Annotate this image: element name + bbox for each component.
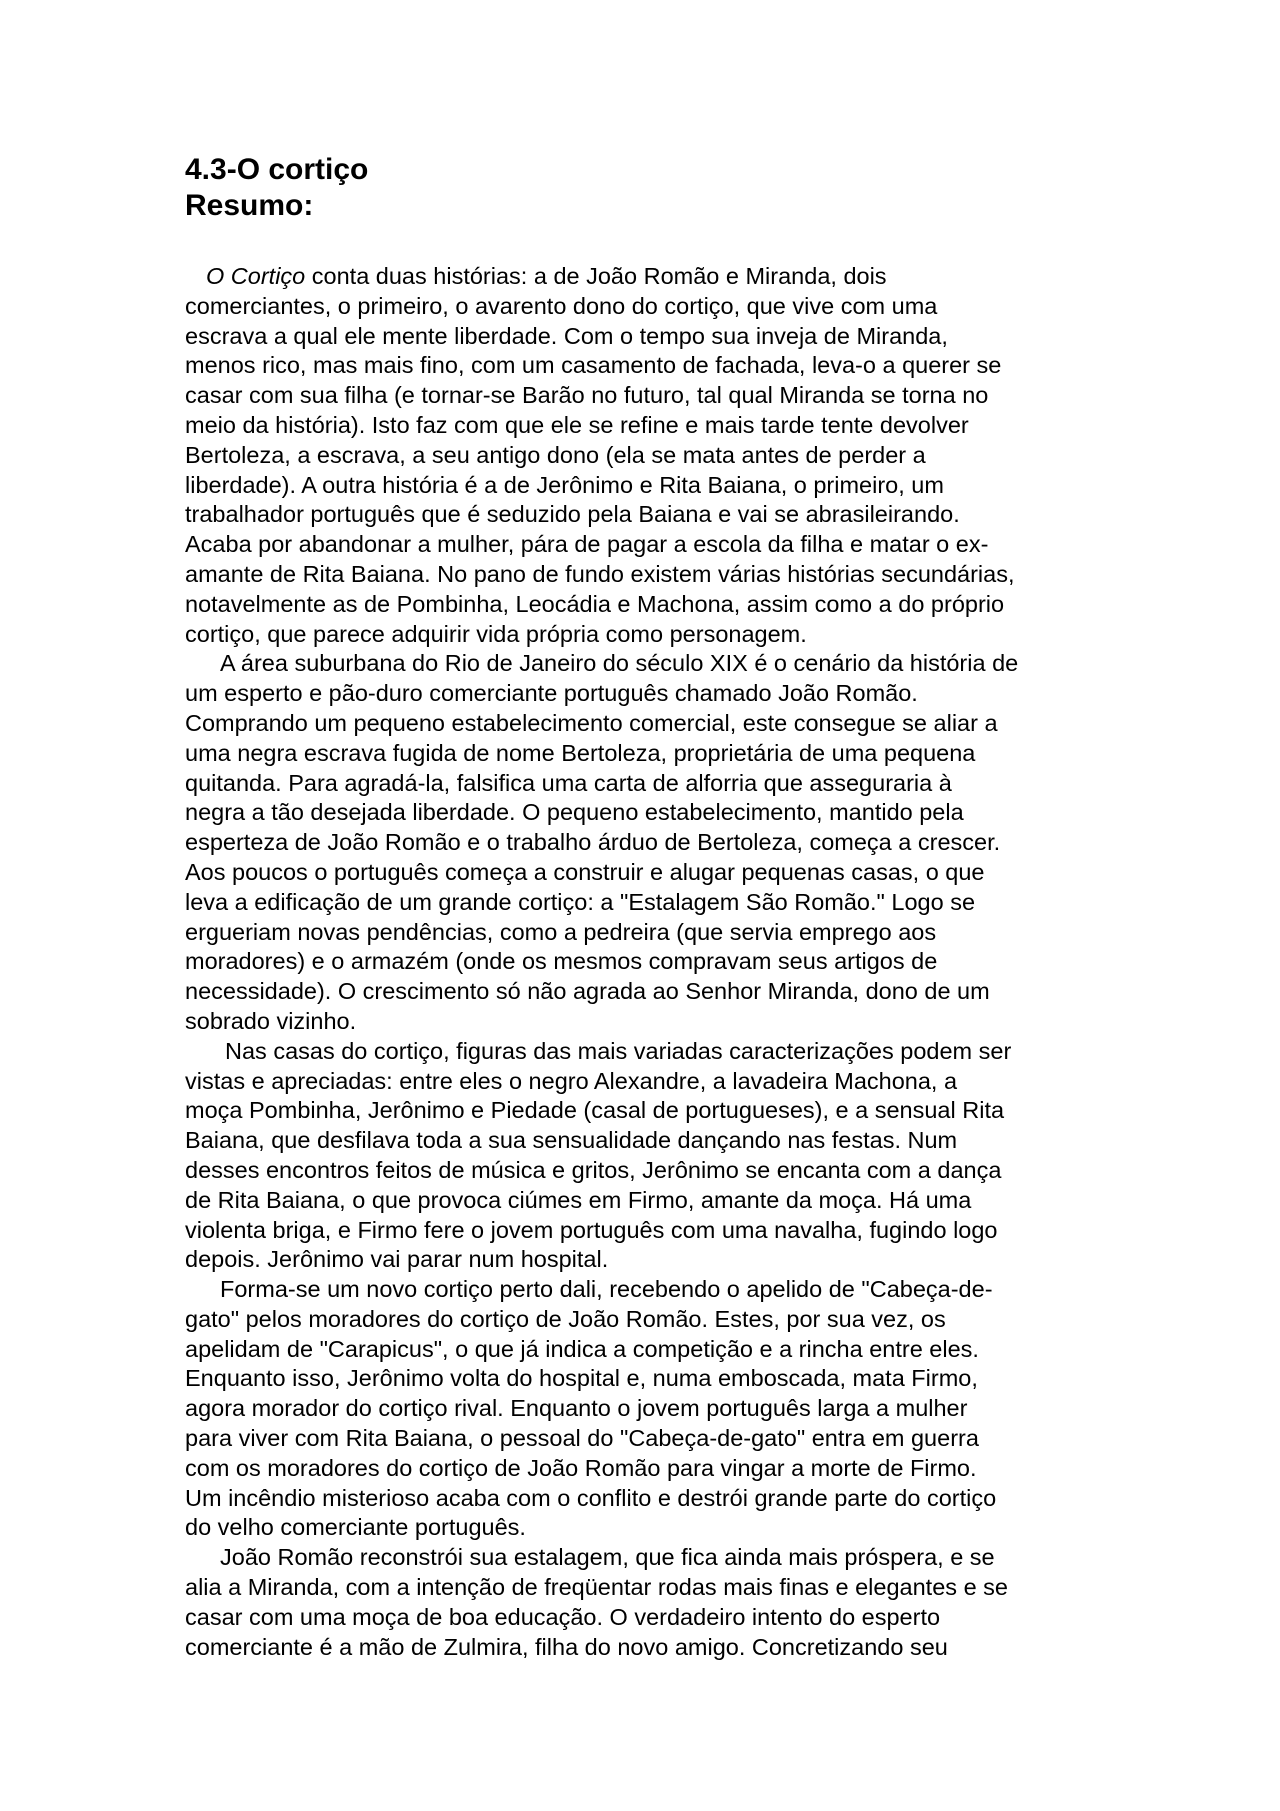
- heading-block: [185, 152, 368, 224]
- paragraph-3-line: Baiana, que desfilava toda a sua sensualidade dançando nas festas. Num: [185, 1127, 958, 1154]
- paragraph-1-line: menos rico, mas mais fino, com um casamento de fachada, leva-o a querer se: [185, 352, 1002, 379]
- paragraph-5-line: João Romão reconstrói sua estalagem, que fica ainda mais próspera, e se: [220, 1544, 995, 1571]
- paragraph-2-line: ergueriam novas pendências, como a pedreira (que servia emprego aos: [185, 918, 937, 945]
- paragraph-5-line: comerciante é a mão de Zulmira, filha do novo amigo. Concretizando seu: [185, 1633, 948, 1660]
- paragraph-3-line: vistas e apreciadas: entre eles o negro Alexandre, a lavadeira Machona, a: [185, 1067, 958, 1094]
- paragraph-3-line: moça Pombinha, Jerônimo e Piedade (casal de portugueses), e a sensual Rita: [185, 1097, 1005, 1124]
- paragraph-4-line: Enquanto isso, Jerônimo volta do hospital e, numa emboscada, mata Firmo,: [185, 1365, 978, 1392]
- paragraph-5-line: casar com uma moça de boa educação. O verdadeiro intento do esperto: [185, 1603, 941, 1630]
- paragraph-2-line: sobrado vizinho.: [185, 1007, 357, 1034]
- paragraph-2-line: negra a tão desejada liberdade. O pequeno estabelecimento, mantido pela: [185, 799, 964, 826]
- paragraph-3-line: depois. Jerônimo vai parar num hospital.: [185, 1246, 609, 1273]
- paragraph-1-line: amante de Rita Baiana. No pano de fundo existem várias histórias secundárias,: [185, 560, 1015, 587]
- paragraph-2-line: quitanda. Para agradá-la, falsifica uma carta de alforria que asseguraria à: [185, 769, 952, 796]
- paragraph-2-line: necessidade). O crescimento só não agrada ao Senhor Miranda, dono de um: [185, 978, 990, 1005]
- paragraph-2-line: esperteza de João Romão e o trabalho árduo de Bertoleza, começa a crescer.: [185, 829, 1001, 856]
- paragraph-1-line: liberdade). A outra história é a de Jerônimo e Rita Baiana, o primeiro, um: [185, 471, 944, 498]
- paragraph-2-line: moradores) e o armazém (onde os mesmos compravam seus artigos de: [185, 948, 938, 975]
- book-title-italic: O Cortiço: [206, 263, 306, 289]
- paragraph-1-line: O Cortiço conta duas histórias: a de João Romão e Miranda, dois: [206, 263, 887, 289]
- summary-heading: Resumo:: [185, 189, 314, 222]
- paragraph-1-line: Acaba por abandonar a mulher, pára de pagar a escola da filha e matar o ex-: [185, 531, 989, 558]
- paragraph-1-line: comerciantes, o primeiro, o avarento dono do cortiço, que vive com uma: [185, 292, 938, 319]
- paragraph-1-line: casar com sua filha (e tornar-se Barão no futuro, tal qual Miranda se torna no: [185, 382, 989, 409]
- paragraph-3-line: violenta briga, e Firmo fere o jovem português com uma navalha, fugindo logo: [185, 1216, 998, 1243]
- paragraph-4-line: com os moradores do cortiço de João Romão para vingar a morte de Firmo.: [185, 1454, 977, 1481]
- paragraph-4-line: gato" pelos moradores do cortiço de João Romão. Estes, por sua vez, os: [185, 1305, 946, 1332]
- paragraph-1-line: notavelmente as de Pombinha, Leocádia e Machona, assim como a do próprio: [185, 590, 1005, 617]
- paragraph-2-line: um esperto e pão-duro comerciante português chamado João Romão.: [185, 680, 918, 707]
- paragraph-4-line: agora morador do cortiço rival. Enquanto o jovem português larga a mulher: [185, 1395, 968, 1422]
- paragraph-2-line: Comprando um pequeno estabelecimento comercial, este consegue se aliar a: [185, 709, 998, 736]
- paragraph-2-line: leva a edificação de um grande cortiço: a "Estalagem São Romão." Logo se: [185, 888, 976, 915]
- paragraph-4-line: do velho comerciante português.: [185, 1514, 526, 1541]
- section-title: 4.3-O cortiço: [185, 153, 369, 186]
- paragraph-3-line: Nas casas do cortiço, figuras das mais variadas caracterizações podem ser: [225, 1037, 1012, 1064]
- paragraph-1-line: cortiço, que parece adquirir vida própria como personagem.: [185, 620, 807, 647]
- paragraph-1-line: meio da história). Isto faz com que ele se refine e mais tarde tente devolver: [185, 411, 969, 438]
- paragraph-2-line: A área suburbana do Rio de Janeiro do século XIX é o cenário da história de: [220, 650, 1019, 677]
- paragraph-5-line: alia a Miranda, com a intenção de freqüentar rodas mais finas e elegantes e se: [185, 1574, 1008, 1601]
- paragraph-4-line: Um incêndio misterioso acaba com o conflito e destrói grande parte do cortiço: [185, 1484, 997, 1511]
- paragraph-3-line: desses encontros feitos de música e gritos, Jerônimo se encanta com a dança: [185, 1156, 1002, 1183]
- paragraph-1-line: trabalhador português que é seduzido pela Baiana e vai se abrasileirando.: [185, 501, 960, 528]
- paragraph-4-line: apelidam de "Carapicus", o que já indica a competição e a rincha entre eles.: [185, 1335, 979, 1362]
- paragraph-1-line: Bertoleza, a escrava, a seu antigo dono (ela se mata antes de perder a: [185, 441, 926, 468]
- paragraph-4-line: para viver com Rita Baiana, o pessoal do "Cabeça-de-gato" entra em guerra: [185, 1425, 979, 1452]
- paragraph-4-line: Forma-se um novo cortiço perto dali, recebendo o apelido de "Cabeça-de-: [220, 1276, 993, 1303]
- paragraph-2-line: Aos poucos o português começa a construir e alugar pequenas casas, o que: [185, 858, 985, 885]
- body-text: [185, 262, 1105, 1662]
- paragraph-3-line: de Rita Baiana, o que provoca ciúmes em Firmo, amante da moça. Há uma: [185, 1186, 972, 1213]
- paragraph-1-line: escrava a qual ele mente liberdade. Com o tempo sua inveja de Miranda,: [185, 322, 948, 349]
- paragraph-2-line: uma negra escrava fugida de nome Bertoleza, proprietária de uma pequena: [185, 739, 976, 766]
